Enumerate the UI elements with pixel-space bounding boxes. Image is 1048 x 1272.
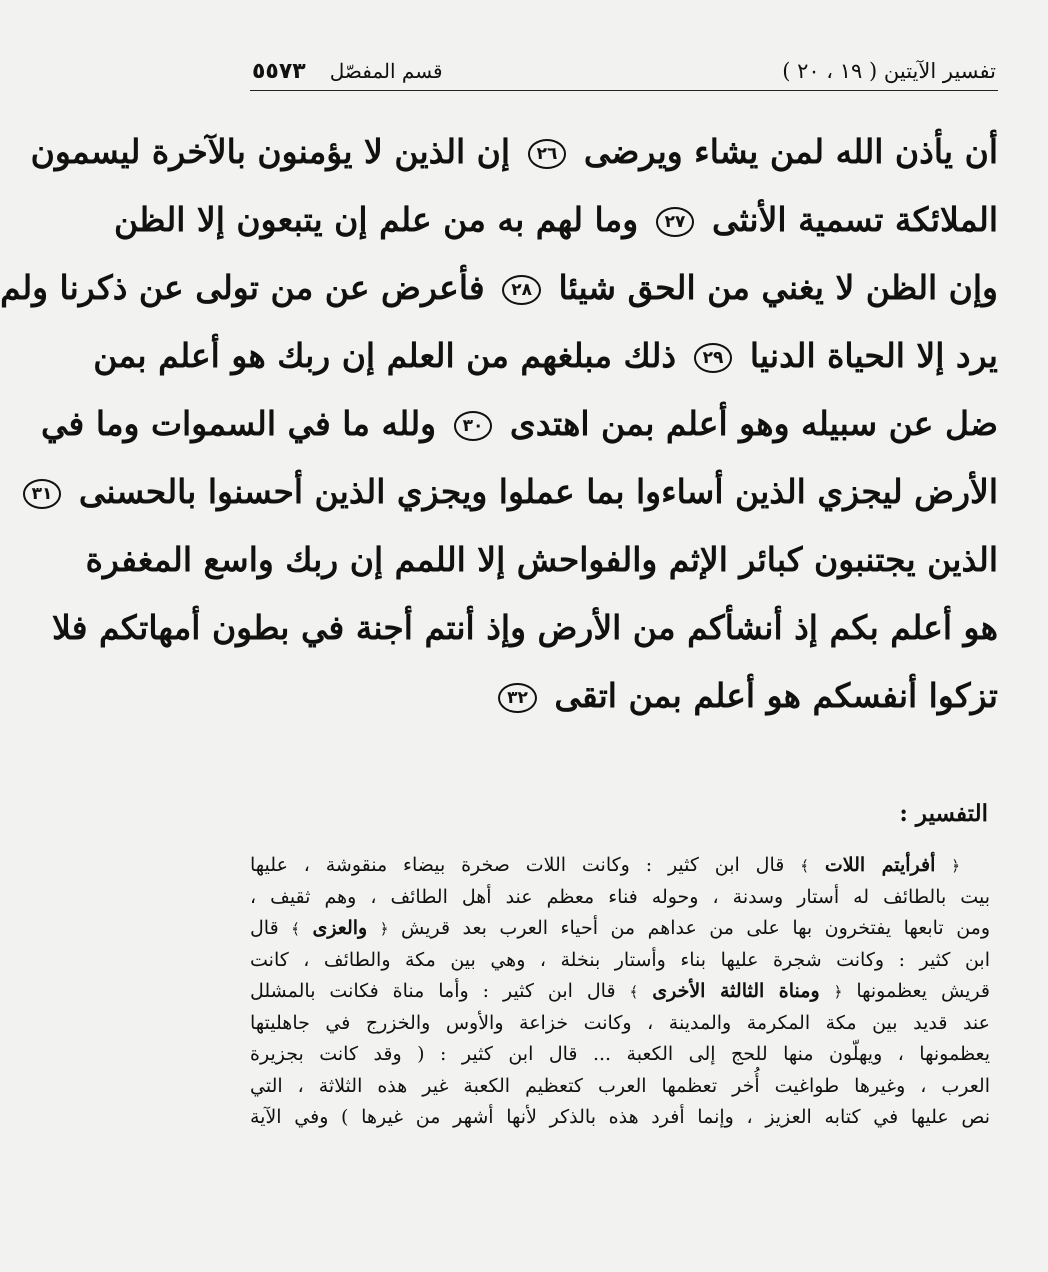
header-left-group [252, 59, 443, 84]
quran-text: وإن الظن لا يغني من الحق شيئا [558, 268, 998, 307]
quran-line-9 [246, 662, 998, 730]
tafsir-text-block [250, 850, 990, 1134]
quran-line-6 [31, 458, 998, 526]
ayah-number-marker: ٢٨ [502, 275, 541, 305]
quran-text-block [0, 118, 998, 730]
quran-line-1 [30, 118, 998, 186]
quran-line-3 [0, 254, 998, 322]
quote-brace-open: ﴿ [951, 857, 961, 875]
quran-text: أن يأذن الله لمن يشاء ويرضى [583, 132, 998, 171]
tafsir-text: قريش يعظمونها [856, 980, 991, 1002]
tafsir-line-6: عند قديد بين مكة المكرمة والمدينة ، وكانت خزاعة والأوس والخزرج في جاهليتها [250, 1011, 990, 1034]
quran-text: وما لهم به من علم إن يتبعون إلا الظن [114, 200, 639, 239]
tafsir-heading: التفسير : [899, 800, 988, 827]
tafsir-text: قال ابن كثير : وأما مناة فكانت بالمشلل [250, 980, 616, 1002]
quran-text: يرد إلا الحياة الدنيا [749, 336, 998, 375]
running-title: تفسير الآيتين ( ١٩ ، ٢٠ ) [782, 59, 996, 83]
quote-brace-close: ﴾ [629, 983, 639, 1001]
header-divider [250, 90, 998, 91]
quran-line-8 [52, 594, 998, 662]
tafsir-line-3 [250, 913, 990, 945]
quran-text: ذلك مبلغهم من العلم إن ربك هو أعلم بمن [93, 336, 677, 375]
tafsir-line-2: بيت بالطائف له أستار وسدنة ، وحوله فناء معظم عند أهل الطائف ، وهم ثقيف ، [250, 885, 990, 908]
quran-text: فأعرض عن من تولى عن ذكرنا ولم [0, 268, 485, 307]
quran-line-2 [114, 186, 998, 254]
quote-brace-close: ﴾ [800, 857, 809, 875]
ayah-number-marker: ٣٠ [454, 411, 493, 441]
ayah-number-marker: ٢٩ [694, 343, 733, 373]
quote-brace-open: ﴿ [379, 920, 389, 938]
tafsir-line-7: يعظمونها ، ويهلّون منها للحج إلى الكعبة ... قال ابن كثير : ( وقد كانت بجزيرة [250, 1043, 990, 1065]
quote-brace-open: ﴿ [833, 983, 843, 1001]
quran-text: الذين يجتنبون كبائر الإثم والفواحش إلا اللمم إن ربك واسع المغفرة [85, 540, 998, 579]
quran-text: الملائكة تسمية الأنثى [711, 200, 998, 239]
quote-brace-close: ﴾ [291, 920, 300, 938]
ayah-number-marker: ٢٧ [656, 207, 695, 237]
quran-line-4 [93, 322, 998, 390]
quoted-term: ومناة الثالثة الأخرى [652, 980, 820, 1002]
tafsir-line-5 [250, 976, 990, 1008]
quran-text: تزكوا أنفسكم هو أعلم بمن اتقى [554, 676, 998, 715]
tafsir-text: قال [250, 917, 279, 939]
ayah-number-marker: ٣٢ [498, 683, 537, 713]
page-header [252, 54, 996, 88]
quran-text: ولله ما في السموات وما في [41, 404, 437, 443]
ayah-number-marker: ٣١ [23, 479, 62, 509]
quran-text: إن الذين لا يؤمنون بالآخرة ليسمون [30, 132, 511, 171]
quran-line-7 [85, 526, 998, 594]
quran-text: هو أعلم بكم إذ أنشأكم من الأرض وإذ أنتم أجنة في بطون أمهاتكم فلا [52, 608, 998, 647]
tafsir-line-9: نص عليها في كتابه العزيز ، وإنما أفرد هذه بالذكر لأنها أشهر من غيرها ) وفي الآية [250, 1106, 990, 1128]
quoted-term: والعزى [312, 917, 368, 939]
tafsir-line-8: العرب ، وغيرها طواغيت أُخر تعظمها العرب كتعظيم الكعبة غير هذه الثلاثة ، التي [250, 1074, 990, 1097]
section-name: قسم المفصّل [329, 59, 443, 83]
tafsir-text: قال ابن كثير : وكانت اللات صخرة بيضاء منقوشة ، عليها [250, 854, 785, 876]
tafsir-text: ومن تابعها يفتخرون بها على من عداهم من أحياء العرب بعد قريش [400, 917, 991, 939]
quran-line-5 [41, 390, 998, 458]
quran-text: ضل عن سبيله وهو أعلم بمن اهتدى [509, 404, 998, 443]
page-number: ٥٥٧٣ [252, 58, 306, 84]
ayah-number-marker: ٢٦ [528, 139, 567, 169]
tafsir-line-1 [250, 850, 990, 882]
tafsir-line-4: ابن كثير : وكانت شجرة عليها بناء وأستار بنخلة ، وهي بين مكة والطائف ، كانت [250, 948, 990, 971]
quoted-term: أفرأيتم اللات [824, 854, 936, 876]
quran-text: الأرض ليجزي الذين أساءوا بما عملوا ويجزي الذين أحسنوا بالحسنى [78, 472, 998, 511]
